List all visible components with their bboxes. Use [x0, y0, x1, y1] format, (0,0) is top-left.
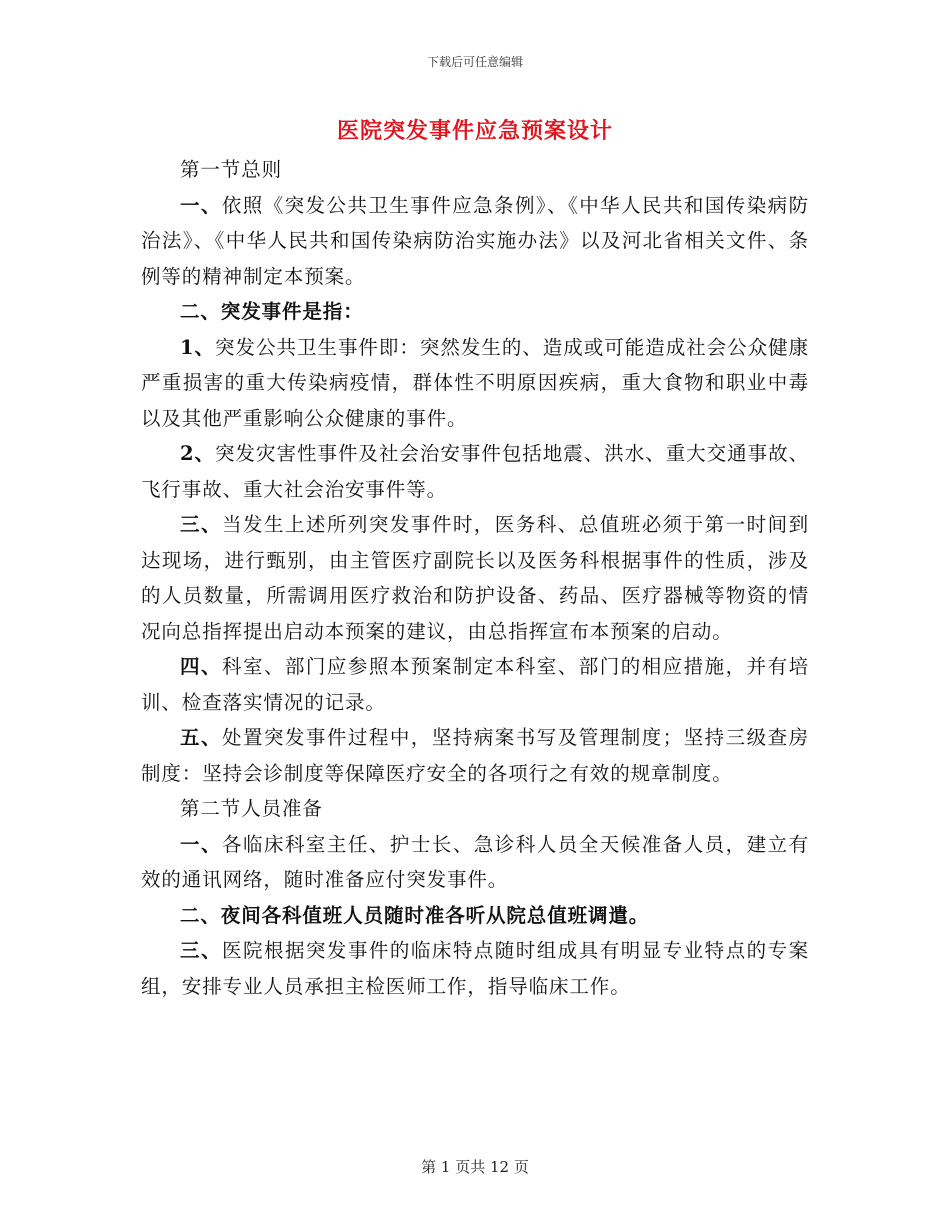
- paragraph-text: 科室、部门应参照本预案制定本科室、部门的相应措施，并有培训、检查落实情况的记录。: [141, 655, 809, 714]
- paragraph-text: 依照《突发公共卫生事件应急条例》、《中华人民共和国传染病防治法》、《中华人民共和国传染病防治实施办法》以及河北省相关文件、条例等的精神制定本预案。: [141, 193, 809, 288]
- header-note: 下载后可任意编辑: [426, 55, 523, 69]
- paragraph-text: 各临床科室主任、护士长、急诊科人员全天候准备人员，建立有效的通讯网络，随时准备应付突发事件。: [141, 832, 809, 891]
- paragraph-number: 五、: [180, 726, 222, 749]
- paragraph-text: 突发公共卫生事件即：突然发生的、造成或可能造成社会公众健康严重损害的重大传染病疫情，群体性不明原因疾病，重大食物和职业中毒以及其他严重影响公众健康的事件。: [141, 335, 809, 430]
- paragraph-definition-heading: 二、突发事件是指：: [180, 300, 364, 323]
- paragraph-text: 当发生上述所列突发事件时，医务科、总值班必须于第一时间到达现场，进行甄别，由主管医疗副院长以及医务科根据事件的性质，涉及的人员数量，所需调用医疗救治和防护设备、药品、医疗器械等物资的情况向总指挥提出启动本预案的建议，由总指挥宣布本预案的启动。: [141, 513, 809, 643]
- paragraph-basis: [141, 188, 809, 295]
- paragraph-number: 2、: [180, 442, 216, 465]
- paragraph-number: 一、: [180, 193, 222, 217]
- paragraph-activation: [141, 507, 809, 649]
- paragraph-special-team: [141, 933, 809, 1004]
- paragraph-department-measures: [141, 649, 809, 720]
- paragraph-standby-staff: [141, 827, 809, 898]
- paragraph-number: 三、: [180, 939, 222, 962]
- paragraph-night-duty: 二、夜间各科值班人员随时准各听从院总值班调遣。: [180, 903, 650, 927]
- paragraph-disaster-events: [141, 436, 809, 507]
- paragraph-public-health-events: [141, 330, 809, 437]
- paragraph-text: 医院根据突发事件的临床特点随时组成具有明显专业特点的专案组，安排专业人员承担主检医师工作，指导临床工作。: [141, 939, 809, 998]
- page-number-footer: 第 1 页共 12 页: [421, 1158, 529, 1176]
- paragraph-text: 处置突发事件过程中，坚持病案书写及管理制度；坚持三级查房制度：坚持会诊制度等保障医疗安全的各项行之有效的规章制度。: [141, 726, 809, 785]
- document-body: [141, 152, 809, 1004]
- paragraph-number: 三、: [180, 513, 222, 536]
- paragraph-text: 突发灾害性事件及社会治安事件包括地震、洪水、重大交通事故、飞行事故、重大社会治安事件等。: [141, 442, 809, 501]
- paragraph-number: 一、: [180, 832, 222, 856]
- document-title: 医院突发事件应急预案设计: [336, 118, 613, 144]
- paragraph-medical-safety: [141, 720, 809, 791]
- paragraph-number: 四、: [180, 655, 222, 678]
- section-heading-general: 第一节总则: [180, 158, 283, 181]
- section-heading-staffing: 第二节人员准备: [180, 797, 323, 820]
- paragraph-number: 1、: [180, 335, 216, 359]
